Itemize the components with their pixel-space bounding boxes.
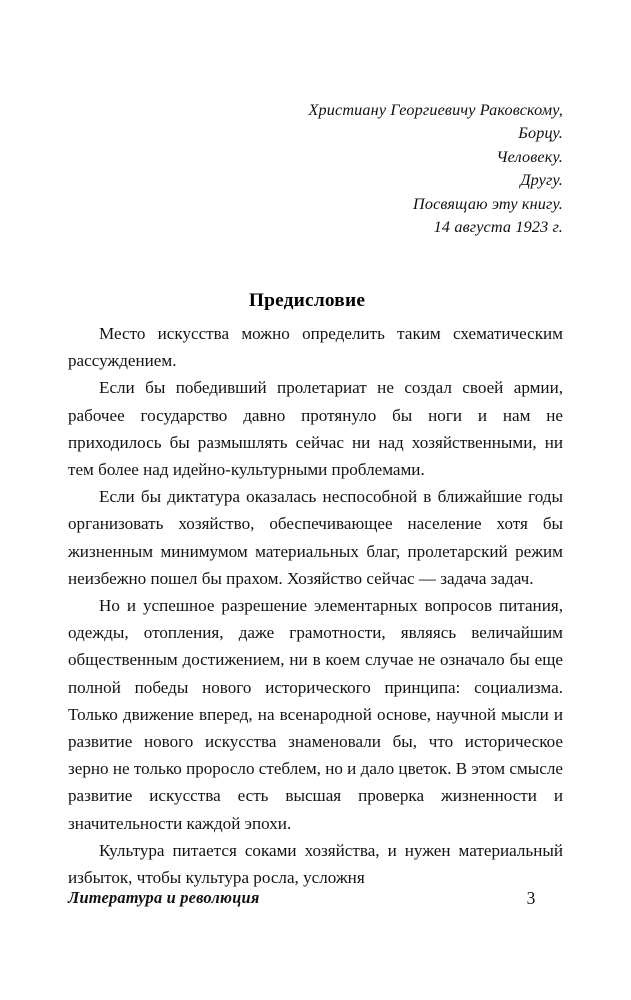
paragraph: Культура питается соками хозяйства, и нужен материальный избыток, чтобы культура росла, усложня [68, 840, 563, 888]
page-title: Предисловие [248, 289, 366, 311]
dedication-line-2: Борцу. [518, 124, 563, 143]
dedication-block [68, 99, 563, 239]
running-title: Литература и революция [68, 888, 260, 907]
dedication-line-5: Посвящаю эту книгу. [413, 194, 563, 213]
dedication-line-3: Человеку. [496, 147, 563, 166]
dedication-line-4: Другу. [520, 171, 563, 190]
paragraph: Место искусства можно определить таким схематическим рассуждением. [68, 324, 563, 371]
body-text [68, 320, 563, 891]
dedication-line-1: Христиану Георгиевичу Раковскому, [308, 101, 563, 119]
paragraph: Если бы победивший пролетариат не создал своей армии, рабочее государство давно протянуло бы ноги и нам не приходилось бы размышлять сейчас ни над хозяйственными, ни тем более над идейно-культурными проблемами. [68, 378, 563, 480]
page-footer [68, 886, 563, 910]
paragraph: Если бы диктатура оказалась неспособной в ближайшие годы организовать хозяйство, обеспечивающее население хотя бы жизненным минимумом материальных благ, пролетарский режим неизбежно пошел бы прахом. Хозяйство сейчас — задача задач. [68, 487, 563, 588]
page-number: 3 [526, 888, 536, 908]
dedication-line-6: 14 августа 1923 г. [433, 218, 563, 237]
paragraph: Но и успешное разрешение элементарных вопросов питания, одежды, отопления, даже грамотности, являясь величайшим общественным достижением, ни в коем случае не означало бы еще полной победы нового исторического принципа: социализма. Только движение вперед, на всенародной основе, научной мысли и развитие нового искусства знаменовали бы, что историческое зерно не только проросло стеблем, но и дало цветок. В этом смысле развитие искусства есть высшая проверка жизненности и значительности каждой эпохи. [68, 596, 563, 833]
